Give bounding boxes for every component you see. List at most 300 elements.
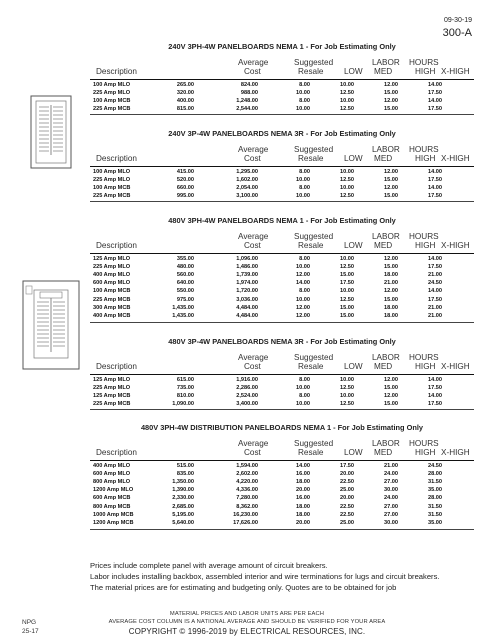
header-rule [90, 166, 474, 167]
labor-x-high-cell: 14.00 [428, 256, 442, 262]
description-cell: 1200 Amp MCB [93, 519, 134, 526]
cost-cell: 550.00 [176, 288, 194, 295]
note-line-3: The material prices are for estimating and budgeting only. Quotes are to be obtained for job [90, 583, 397, 592]
cost-cell: 520.00 [176, 177, 194, 184]
resale-cell: 3,100.00 [236, 193, 258, 200]
cost-cell: 5,640.00 [172, 519, 194, 526]
labor-med-cell: 12.50 [340, 401, 354, 408]
labor-high-cell: 15.00 [384, 106, 398, 113]
labor-high-cell: 21.00 [384, 280, 398, 287]
labor-low-cell: 8.00 [299, 169, 310, 175]
footer-line-2: AVERAGE COST COLUMN IS A NATIONAL AVERAGE AND SHOULD BE VERIFIED FOR YOUR AREA [108, 619, 386, 625]
description-cell: 225 Amp MLO [93, 90, 131, 97]
header-row-top [90, 232, 474, 241]
cost-cell: 355.00 [176, 256, 194, 262]
labor-x-high-cell: 14.00 [428, 288, 442, 295]
col-description: Description [96, 448, 137, 457]
page-code: 25-17 [22, 628, 39, 635]
labor-med-cell: 25.00 [340, 487, 354, 494]
labor-low-cell: 16.00 [296, 471, 310, 478]
cost-cell: 660.00 [176, 185, 194, 192]
header-row-bottom [90, 154, 474, 163]
labor-high-cell: 15.00 [384, 385, 398, 392]
description-cell: 1200 Amp MLO [93, 487, 134, 494]
labor-low-cell: 8.00 [299, 288, 310, 295]
labor-med-cell: 17.50 [340, 463, 354, 469]
labor-med-cell: 15.00 [340, 304, 354, 311]
labor-high-cell: 18.00 [384, 304, 398, 311]
col-med: MED [374, 241, 393, 250]
labor-med-cell: 12.50 [340, 296, 354, 303]
col-resale: Resale [298, 67, 324, 76]
labor-med-cell: 17.50 [340, 280, 354, 287]
resale-cell: 4,484.00 [236, 312, 258, 319]
labor-med-cell: 25.00 [340, 519, 354, 526]
table-row [90, 297, 474, 305]
resale-cell: 2,544.00 [236, 106, 258, 113]
labor-low-cell: 16.00 [296, 495, 310, 502]
resale-cell: 2,602.00 [236, 471, 258, 478]
description-cell: 1000 Amp MCB [93, 511, 134, 518]
labor-high-cell: 18.00 [384, 272, 398, 279]
col-cost: Cost [244, 154, 261, 163]
labor-med-cell: 10.00 [340, 169, 354, 175]
table-row [90, 272, 474, 280]
col-x-high: X-HIGH [441, 448, 470, 457]
description-cell: 100 Amp MCB [93, 288, 131, 295]
col-high: HIGH [415, 241, 436, 250]
resale-cell: 2,054.00 [236, 185, 258, 192]
header-row-top [90, 145, 474, 154]
resale-cell: 1,974.00 [236, 280, 258, 287]
cost-cell: 5,195.00 [172, 511, 194, 518]
col-suggested: Suggested [294, 439, 334, 448]
table-row [90, 98, 474, 106]
table-row [90, 256, 474, 264]
labor-x-high-cell: 17.50 [428, 177, 442, 184]
cost-cell: 265.00 [176, 82, 194, 88]
table-bottom-rule [90, 322, 474, 323]
labor-med-cell: 12.50 [340, 90, 354, 97]
labor-low-cell: 20.00 [296, 487, 310, 494]
resale-cell: 1,720.00 [236, 288, 258, 295]
col-suggested: Suggested [294, 232, 334, 241]
table-row [90, 520, 474, 528]
cost-cell: 810.00 [176, 393, 194, 400]
description-cell: 225 Amp MLO [93, 177, 131, 184]
section-title: 240V 3P-4W PANELBOARDS NEMA 3R - For Job Estimating Only [168, 129, 396, 138]
labor-high-cell: 30.00 [384, 519, 398, 526]
description-cell: 300 Amp MCB [93, 304, 131, 311]
labor-high-cell: 12.00 [384, 82, 398, 88]
labor-low-cell: 20.00 [296, 519, 310, 526]
cost-cell: 735.00 [176, 385, 194, 392]
cost-cell: 1,390.00 [172, 487, 194, 494]
col-description: Description [96, 362, 137, 371]
labor-med-cell: 12.50 [340, 106, 354, 113]
cost-cell: 975.00 [176, 296, 194, 303]
table-row [90, 463, 474, 471]
cost-cell: 1,350.00 [172, 479, 194, 486]
col-high: HIGH [415, 362, 436, 371]
labor-low-cell: 10.00 [296, 296, 310, 303]
col-average: Average [238, 145, 269, 154]
labor-low-cell: 18.00 [296, 479, 310, 486]
labor-med-cell: 12.50 [340, 385, 354, 392]
header-row-top [90, 353, 474, 362]
table-row [90, 504, 474, 512]
table-row [90, 385, 474, 393]
labor-high-cell: 12.00 [384, 98, 398, 105]
table-row [90, 288, 474, 296]
col-x-high: X-HIGH [441, 362, 470, 371]
labor-med-cell: 10.00 [340, 98, 354, 105]
labor-x-high-cell: 17.50 [428, 385, 442, 392]
header-row-bottom [90, 362, 474, 371]
table-row [90, 82, 474, 90]
labor-high-cell: 12.00 [384, 256, 398, 262]
table-row [90, 305, 474, 313]
cost-cell: 2,685.00 [172, 503, 194, 510]
labor-x-high-cell: 28.00 [428, 471, 442, 478]
resale-cell: 988.00 [240, 90, 258, 97]
col-hours: HOURS [409, 232, 439, 241]
labor-med-cell: 10.00 [340, 393, 354, 400]
description-cell: 225 Amp MLO [93, 264, 131, 271]
resale-cell: 1,486.00 [236, 264, 258, 271]
labor-low-cell: 10.00 [296, 401, 310, 408]
header-rule [90, 79, 474, 80]
cost-cell: 415.00 [176, 169, 194, 175]
col-low: LOW [344, 241, 363, 250]
col-suggested: Suggested [294, 145, 334, 154]
labor-high-cell: 21.00 [384, 463, 398, 469]
labor-low-cell: 12.00 [296, 272, 310, 279]
labor-med-cell: 10.00 [340, 256, 354, 262]
labor-low-cell: 12.00 [296, 304, 310, 311]
header-row-top [90, 58, 474, 67]
labor-x-high-cell: 21.00 [428, 312, 442, 319]
labor-med-cell: 22.50 [340, 511, 354, 518]
labor-med-cell: 10.00 [340, 377, 354, 383]
description-cell: 400 Amp MCB [93, 312, 131, 319]
labor-low-cell: 14.00 [296, 463, 310, 469]
footer-line-1: MATERIAL PRICES AND LABOR UNITS ARE PER EACH [169, 611, 325, 617]
resale-cell: 17,626.00 [233, 519, 258, 526]
resale-cell: 4,336.00 [236, 487, 258, 494]
table-row [90, 264, 474, 272]
section-title: 480V 3PH-4W DISTRIBUTION PANELBOARDS NEMA 1 - For Job Estimating Only [140, 423, 424, 432]
labor-x-high-cell: 24.50 [428, 463, 442, 469]
table-row [90, 90, 474, 98]
description-cell: 225 Amp MCB [93, 106, 131, 113]
resale-cell: 1,295.00 [236, 169, 258, 175]
labor-low-cell: 8.00 [299, 377, 310, 383]
header-row-top [90, 439, 474, 448]
table-row [90, 177, 474, 185]
labor-x-high-cell: 14.00 [428, 98, 442, 105]
resale-cell: 4,484.00 [236, 304, 258, 311]
labor-low-cell: 8.00 [299, 82, 310, 88]
cost-cell: 815.00 [176, 106, 194, 113]
labor-high-cell: 24.00 [384, 495, 398, 502]
labor-x-high-cell: 28.00 [428, 495, 442, 502]
labor-med-cell: 20.00 [340, 471, 354, 478]
labor-low-cell: 8.00 [299, 98, 310, 105]
table-bottom-rule [90, 409, 474, 410]
header-rule [90, 460, 474, 461]
cost-cell: 2,330.00 [172, 495, 194, 502]
resale-cell: 1,248.00 [236, 98, 258, 105]
section-title: 480V 3PH-4W PANELBOARDS NEMA 1 - For Job Estimating Only [168, 216, 396, 225]
labor-x-high-cell: 21.00 [428, 272, 442, 279]
page-date: 09-30-19 [443, 17, 472, 24]
notes [90, 560, 476, 593]
cost-cell: 835.00 [176, 471, 194, 478]
section-480v-nema1 [90, 214, 474, 339]
header-row-bottom [90, 448, 474, 457]
col-suggested: Suggested [294, 58, 334, 67]
labor-low-cell: 18.00 [296, 511, 310, 518]
cost-cell: 400.00 [176, 98, 194, 105]
labor-med-cell: 10.00 [340, 288, 354, 295]
cost-cell: 1,435.00 [172, 312, 194, 319]
labor-x-high-cell: 17.50 [428, 90, 442, 97]
resale-cell: 4,220.00 [236, 479, 258, 486]
labor-x-high-cell: 17.50 [428, 401, 442, 408]
labor-med-cell: 20.00 [340, 495, 354, 502]
table-row [90, 495, 474, 503]
labor-low-cell: 10.00 [296, 264, 310, 271]
description-cell: 225 Amp MCB [93, 296, 131, 303]
col-average: Average [238, 353, 269, 362]
table-row [90, 393, 474, 401]
table-bottom-rule [90, 114, 474, 115]
section-480v-nema3r [90, 335, 474, 425]
description-cell: 125 Amp MLO [93, 256, 131, 262]
table-row [90, 169, 474, 177]
col-cost: Cost [244, 362, 261, 371]
col-low: LOW [344, 67, 363, 76]
labor-med-cell: 12.50 [340, 177, 354, 184]
npg-label: NPG [22, 619, 37, 626]
col-description: Description [96, 67, 137, 76]
col-description: Description [96, 241, 137, 250]
section-240v-nema1 [90, 40, 474, 130]
labor-high-cell: 27.00 [384, 479, 398, 486]
labor-low-cell: 8.00 [299, 185, 310, 192]
table-row [90, 487, 474, 495]
cost-cell: 640.00 [176, 280, 194, 287]
labor-low-cell: 10.00 [296, 106, 310, 113]
col-labor: LABOR [372, 353, 400, 362]
col-resale: Resale [298, 362, 324, 371]
page-number: 300-A [442, 27, 472, 39]
labor-med-cell: 22.50 [340, 479, 354, 486]
description-cell: 100 Amp MLO [93, 82, 131, 88]
labor-x-high-cell: 21.00 [428, 304, 442, 311]
col-low: LOW [344, 154, 363, 163]
labor-x-high-cell: 31.50 [428, 479, 442, 486]
description-cell: 400 Amp MLO [93, 463, 131, 469]
labor-high-cell: 15.00 [384, 401, 398, 408]
panelboard-illustration-1 [30, 95, 72, 169]
col-labor: LABOR [372, 58, 400, 67]
section-240v-nema3r [90, 127, 474, 217]
col-average: Average [238, 232, 269, 241]
labor-high-cell: 12.00 [384, 288, 398, 295]
labor-x-high-cell: 31.50 [428, 503, 442, 510]
table-row [90, 377, 474, 385]
resale-cell: 1,602.00 [236, 177, 258, 184]
table-row [90, 512, 474, 520]
labor-low-cell: 8.00 [299, 256, 310, 262]
description-cell: 125 Amp MLO [93, 377, 131, 383]
labor-x-high-cell: 14.00 [428, 393, 442, 400]
labor-x-high-cell: 14.00 [428, 82, 442, 88]
col-resale: Resale [298, 154, 324, 163]
section-480v-distribution [90, 421, 474, 556]
labor-x-high-cell: 35.00 [428, 519, 442, 526]
col-average: Average [238, 439, 269, 448]
labor-low-cell: 10.00 [296, 90, 310, 97]
col-med: MED [374, 362, 393, 371]
labor-high-cell: 15.00 [384, 296, 398, 303]
description-cell: 225 Amp MCB [93, 193, 131, 200]
resale-cell: 7,280.00 [236, 495, 258, 502]
col-med: MED [374, 67, 393, 76]
labor-low-cell: 12.00 [296, 312, 310, 319]
labor-x-high-cell: 24.50 [428, 280, 442, 287]
description-cell: 400 Amp MLO [93, 272, 131, 279]
col-med: MED [374, 154, 393, 163]
cost-cell: 560.00 [176, 272, 194, 279]
labor-med-cell: 12.50 [340, 193, 354, 200]
labor-high-cell: 15.00 [384, 177, 398, 184]
cost-cell: 480.00 [176, 264, 194, 271]
cost-cell: 1,090.00 [172, 401, 194, 408]
col-labor: LABOR [372, 232, 400, 241]
labor-high-cell: 15.00 [384, 90, 398, 97]
note-line-2: Labor includes installing backbox, assembled interior and wire terminations for lugs and circuit breakers. [90, 572, 440, 581]
col-med: MED [374, 448, 393, 457]
col-resale: Resale [298, 448, 324, 457]
description-cell: 600 Amp MCB [93, 495, 131, 502]
description-cell: 800 Amp MCB [93, 503, 131, 510]
panelboard-illustration-2 [22, 280, 80, 370]
labor-med-cell: 10.00 [340, 82, 354, 88]
labor-low-cell: 10.00 [296, 193, 310, 200]
resale-cell: 2,286.00 [236, 385, 258, 392]
description-cell: 100 Amp MLO [93, 169, 131, 175]
col-average: Average [238, 58, 269, 67]
header-row-bottom [90, 67, 474, 76]
labor-x-high-cell: 17.50 [428, 193, 442, 200]
labor-x-high-cell: 17.50 [428, 296, 442, 303]
description-cell: 600 Amp MLO [93, 471, 131, 478]
col-suggested: Suggested [294, 353, 334, 362]
description-cell: 125 Amp MCB [93, 393, 131, 400]
labor-high-cell: 15.00 [384, 193, 398, 200]
section-title: 480V 3P-4W PANELBOARDS NEMA 3R - For Job Estimating Only [168, 337, 396, 346]
col-labor: LABOR [372, 439, 400, 448]
labor-x-high-cell: 14.00 [428, 377, 442, 383]
col-x-high: X-HIGH [441, 154, 470, 163]
description-cell: 100 Amp MCB [93, 98, 131, 105]
col-high: HIGH [415, 448, 436, 457]
labor-high-cell: 12.00 [384, 377, 398, 383]
table-row [90, 313, 474, 321]
labor-high-cell: 15.00 [384, 264, 398, 271]
labor-low-cell: 10.00 [296, 385, 310, 392]
copyright: COPYRIGHT © 1996-2019 by ELECTRICAL RESOURCES, INC. [128, 627, 366, 636]
note-line-1: Prices include complete panel with average amount of circuit breakers. [90, 561, 328, 570]
description-cell: 225 Amp MLO [93, 385, 131, 392]
col-hours: HOURS [409, 58, 439, 67]
labor-high-cell: 30.00 [384, 487, 398, 494]
col-low: LOW [344, 362, 363, 371]
labor-high-cell: 18.00 [384, 312, 398, 319]
cost-cell: 1,435.00 [172, 304, 194, 311]
col-resale: Resale [298, 241, 324, 250]
col-x-high: X-HIGH [441, 67, 470, 76]
resale-cell: 1,916.00 [236, 377, 258, 383]
labor-x-high-cell: 35.00 [428, 487, 442, 494]
labor-high-cell: 24.00 [384, 471, 398, 478]
col-cost: Cost [244, 67, 261, 76]
labor-low-cell: 18.00 [296, 503, 310, 510]
col-high: HIGH [415, 154, 436, 163]
labor-low-cell: 14.00 [296, 280, 310, 287]
header-rule [90, 253, 474, 254]
col-cost: Cost [244, 241, 261, 250]
resale-cell: 2,524.00 [236, 393, 258, 400]
resale-cell: 3,400.00 [236, 401, 258, 408]
labor-med-cell: 12.50 [340, 264, 354, 271]
section-title: 240V 3PH-4W PANELBOARDS NEMA 1 - For Job Estimating Only [168, 42, 396, 51]
table-bottom-rule [90, 529, 474, 530]
col-low: LOW [344, 448, 363, 457]
labor-low-cell: 8.00 [299, 393, 310, 400]
cost-cell: 515.00 [176, 463, 194, 469]
labor-x-high-cell: 17.50 [428, 106, 442, 113]
labor-x-high-cell: 14.00 [428, 169, 442, 175]
resale-cell: 8,362.00 [236, 503, 258, 510]
col-x-high: X-HIGH [441, 241, 470, 250]
resale-cell: 1,594.00 [236, 463, 258, 469]
table-row [90, 280, 474, 288]
description-cell: 800 Amp MLO [93, 479, 131, 486]
resale-cell: 3,036.00 [236, 296, 258, 303]
col-hours: HOURS [409, 439, 439, 448]
labor-x-high-cell: 14.00 [428, 185, 442, 192]
labor-med-cell: 10.00 [340, 185, 354, 192]
labor-high-cell: 12.00 [384, 185, 398, 192]
labor-high-cell: 27.00 [384, 511, 398, 518]
description-cell: 100 Amp MCB [93, 185, 131, 192]
cost-cell: 320.00 [176, 90, 194, 97]
table-bottom-rule [90, 201, 474, 202]
cost-cell: 615.00 [176, 377, 194, 383]
labor-x-high-cell: 17.50 [428, 264, 442, 271]
labor-med-cell: 15.00 [340, 312, 354, 319]
table-row [90, 185, 474, 193]
labor-high-cell: 27.00 [384, 503, 398, 510]
labor-med-cell: 15.00 [340, 272, 354, 279]
resale-cell: 1,739.00 [236, 272, 258, 279]
col-labor: LABOR [372, 145, 400, 154]
labor-high-cell: 12.00 [384, 393, 398, 400]
